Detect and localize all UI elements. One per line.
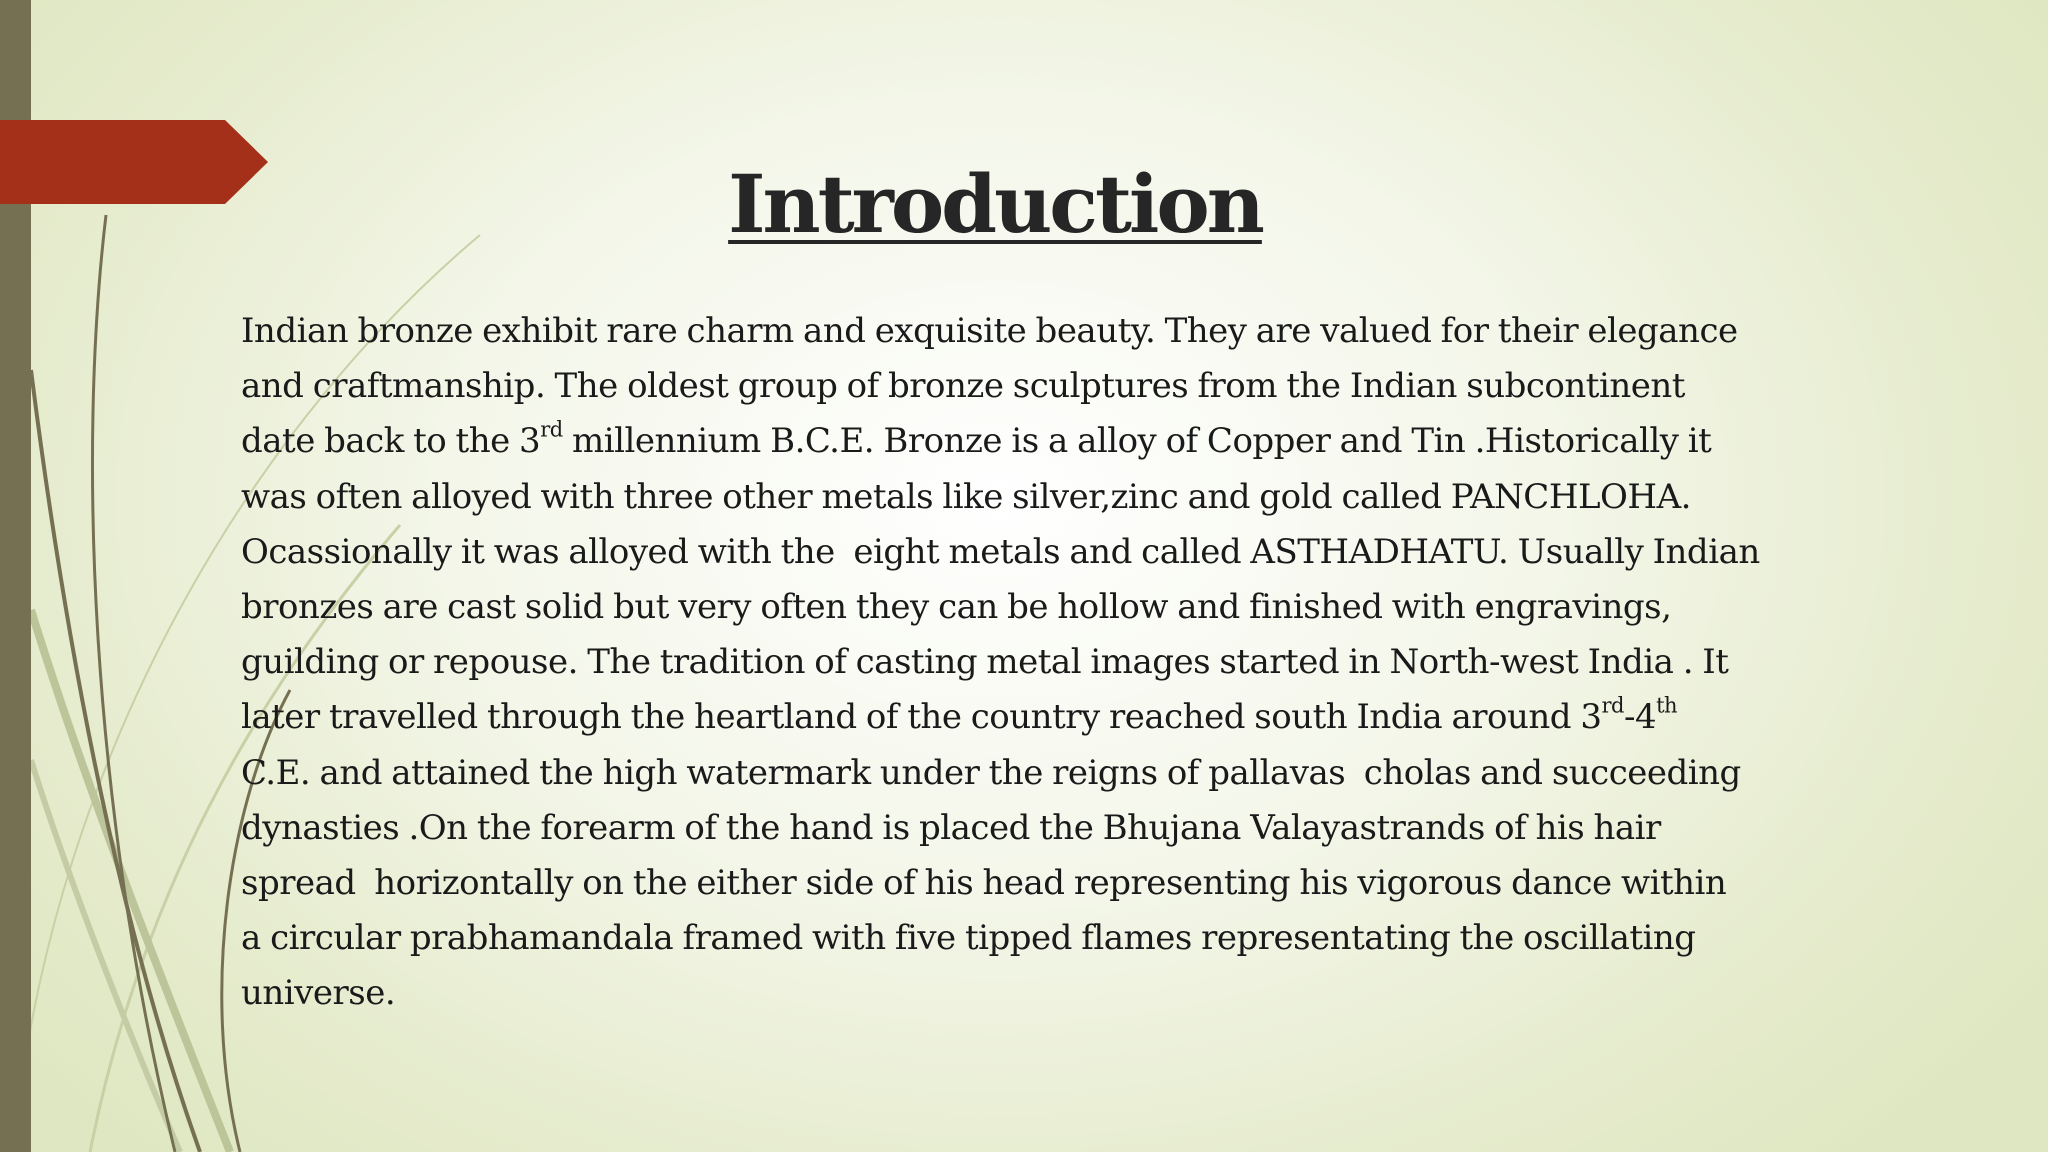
paragraph-line-1: Indian bronze exhibit rare charm and exquisite beauty. They are valued for their elegance [241,311,1738,351]
superscript-th: th [1656,693,1678,718]
paragraph-line-4: was often alloyed with three other metals like silver,zinc and gold called PANCHLOHA. [241,476,1691,517]
superscript-rd: rd [1601,693,1624,718]
paragraph-line-12: a circular prabhamandala framed with five tipped flames representating the oscillating [241,918,1696,959]
paragraph-line-8: later travelled through the heartland of the country reached south India around 3rd-4th [241,693,1678,738]
paragraph-line-2: and craftmanship. The oldest group of bronze sculptures from the Indian subcontinent [241,366,1685,407]
intro-paragraph [241,304,1781,1022]
paragraph-line-13: universe. [241,973,396,1014]
slide-title: Introduction [728,157,1262,251]
paragraph-line-6: bronzes are cast solid but very often they can be hollow and finished with engravings, [241,587,1672,628]
paragraph-line-11: spread horizontally on the either side of his head representing his vigorous dance within [241,863,1727,904]
light-curve-long [31,610,230,1152]
curve-left [31,370,200,1152]
superscript-rd: rd [540,417,563,442]
paragraph-line-10: dynasties .On the forearm of the hand is placed the Bhujana Valayastrands of his hair [241,807,1661,848]
paragraph-line-7: guilding or repouse. The tradition of casting metal images started in North-west India . It [241,642,1729,683]
paragraph-line-3: date back to the 3rd millennium B.C.E. Bronze is a alloy of Copper and Tin .Historically it [241,417,1712,462]
curve-tall [92,215,175,1152]
paragraph-line-5: Ocassionally it was alloyed with the eight metals and called ASTHADHATU. Usually Indian [241,531,1760,572]
paragraph-line-9: C.E. and attained the high watermark under the reigns of pallavas cholas and succeeding [241,752,1741,793]
